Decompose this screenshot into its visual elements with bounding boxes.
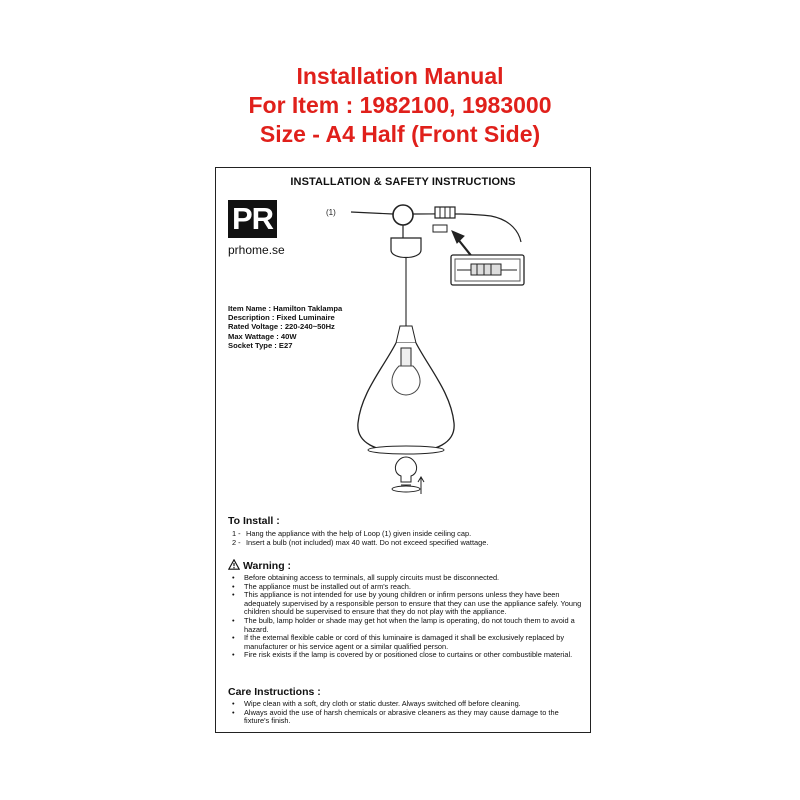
brand-url: prhome.se (228, 243, 285, 257)
warning-icon (228, 559, 240, 570)
instruction-sheet (215, 167, 591, 733)
list-item: 1 - Hang the appliance with the help of Loop (1) given inside ceiling cap. (232, 529, 472, 538)
list-item: • Before obtaining access to terminals, all supply circuits must be disconnected. (232, 573, 500, 582)
install-title: To Install : (228, 515, 280, 527)
list-item: • Wipe clean with a soft, dry cloth or static duster. Always switched off before cleaning. (232, 699, 521, 708)
list-item: • This appliance is not intended for use by young children or infirm persons unless they have been adequately supervised by a responsible person to ensure that they can use the appliance safely. Young children should be supervised to ensure that they do not play with the appliance. (232, 590, 582, 617)
brand-logo: PR (228, 200, 277, 238)
header-size: Size - A4 Half (Front Side) (259, 121, 541, 147)
page-header (0, 62, 800, 149)
list-item: • The bulb, lamp holder or shade may get hot when the lamp is operating, do not touch them to avoid a hazard. (232, 615, 575, 634)
spec-max-wattage: Max Wattage : 40W (228, 331, 297, 341)
list-item: • Fire risk exists if the lamp is covered by or positioned close to curtains or other combustible material. (232, 650, 573, 660)
install-steps (228, 530, 582, 547)
list-item: • Always avoid the use of harsh chemicals or abrasive cleaners as they may cause damage to the fixture's finish. (232, 707, 559, 726)
list-item: • The appliance must be installed out of arm's reach. (232, 581, 411, 591)
warning-title: Warning : (228, 559, 291, 572)
header-title: Installation Manual (296, 63, 504, 89)
list-item: 2 - Insert a bulb (not included) max 40 watt. Do not exceed specified wattage. (232, 537, 489, 547)
spec-rated-voltage: Rated Voltage : 220-240~50Hz (228, 322, 335, 332)
loop-label: (1) (326, 208, 336, 217)
lamp-neck (396, 326, 416, 343)
header-item-numbers: For Item : 1982100, 1983000 (248, 92, 552, 118)
spec-item-name: Item Name : Hamilton Taklampa (228, 304, 343, 313)
ceiling-canopy (391, 238, 421, 258)
rotate-arrow (392, 486, 420, 492)
list-item: • If the external flexible cable or cord of this luminaire is damaged it shall be exclusively replaced by manufacturer or his service agent or a similar qualified person. (232, 633, 565, 651)
terminal-clip (433, 225, 447, 232)
spec-socket-type: Socket Type : E27 (228, 340, 293, 350)
loop-ring (393, 205, 413, 225)
warning-list (228, 574, 582, 660)
spec-description: Description : Fixed Luminaire (228, 313, 335, 323)
care-title: Care Instructions : (228, 686, 321, 698)
detail-arrow (452, 231, 464, 243)
sheet-title: INSTALLATION & SAFETY INSTRUCTIONS (290, 176, 516, 188)
care-list (228, 700, 582, 726)
spare-bulb (395, 457, 416, 482)
lamp-diagram (321, 198, 536, 498)
